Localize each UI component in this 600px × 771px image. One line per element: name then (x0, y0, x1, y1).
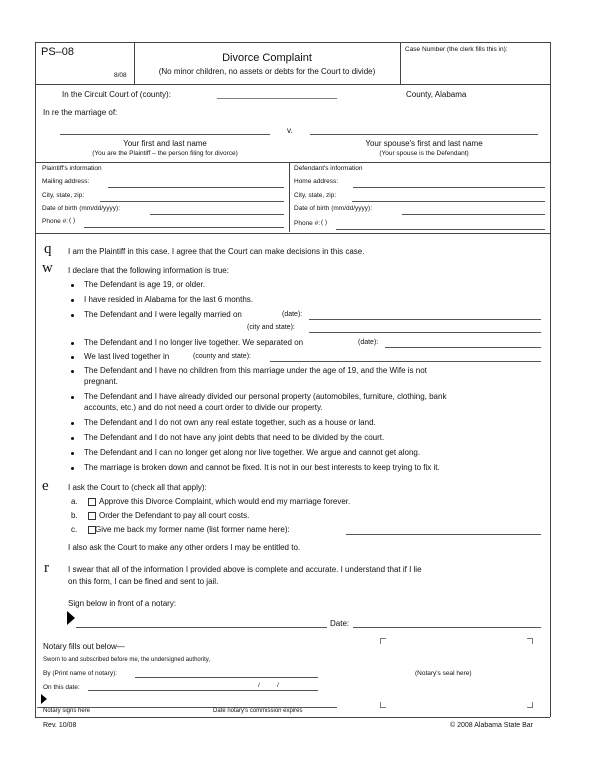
bullet-4-dot (71, 342, 74, 345)
plaintiff-name-field[interactable] (60, 134, 270, 135)
marriage-date-field[interactable] (309, 319, 541, 320)
bullet-7-line-1: The Defendant and I have already divided our personal property (automobiles, furniture, clothing, bank (84, 392, 447, 401)
bullet-10-dot (71, 452, 74, 455)
bullet-3-text: The Defendant and I were legally married on (84, 310, 242, 319)
section-e-text: I ask the Court to (check all that apply): (68, 483, 207, 492)
plaintiff-phone-field[interactable] (84, 227, 284, 228)
notary-date-field[interactable] (88, 690, 318, 691)
bullet-6-dot (71, 370, 74, 373)
plaintiff-phone-parens: ( ) (69, 217, 76, 224)
seal-corner-top-right (527, 638, 533, 644)
bullet-3-dot (71, 314, 74, 317)
bullet-4-text: The Defendant and I no longer live together. We separated on (84, 338, 304, 347)
section-r-marker: r (44, 560, 49, 576)
defendant-home-label: Home address: (294, 178, 339, 185)
defendant-city-field[interactable] (352, 201, 545, 202)
plaintiff-name-label: Your first and last name (123, 139, 207, 148)
form-border-left (35, 42, 36, 717)
notary-sign-arrow-icon (41, 694, 47, 704)
case-number-label: Case Number (the clerk fills this in): (405, 46, 508, 53)
bullet-7-line-2: accounts, etc.) and do not need a court order to divide our property. (84, 403, 323, 412)
defendant-phone-field[interactable] (336, 229, 545, 230)
plaintiff-dob-field[interactable] (150, 214, 284, 215)
page-subtitle: (No minor children, no assets or debts for the Court to divide) (158, 67, 376, 76)
bullet-1-dot (71, 284, 74, 287)
last-lived-together-field[interactable] (270, 361, 541, 362)
notary-sworn-text: Sworn to and subscribed before me, the undersigned authority, (43, 657, 210, 663)
former-name-field[interactable] (346, 534, 541, 535)
bullet-4-date-label: (date): (358, 339, 379, 346)
option-a-letter: a. (71, 497, 78, 506)
plaintiff-phone-label: Phone #: (42, 218, 69, 225)
defendant-city-label: City, state, zip: (294, 192, 337, 199)
section-w-text: I declare that the following information is true: (68, 266, 229, 275)
notary-heading: Notary fills out below— (43, 642, 125, 651)
copyright-label: © 2008 Alabama State Bar (450, 722, 533, 729)
defendant-phone-parens: ( ) (321, 219, 328, 226)
separation-date-field[interactable] (385, 347, 541, 348)
page-title: Divorce Complaint (222, 52, 312, 64)
section-r-line-2: on this form, I can be fined and sent to jail. (68, 577, 219, 586)
court-section-bottom-line (35, 162, 550, 163)
bullet-5-label: (county and state): (193, 353, 251, 360)
option-a-text: Approve this Divorce Complaint, which would end my marriage forever. (99, 497, 351, 506)
plaintiff-mailing-label: Mailing address: (42, 178, 90, 185)
also-ask-text: I also ask the Court to make any other orders I may be entitled to. (68, 543, 301, 552)
seal-corner-top-left (380, 638, 386, 644)
signature-field[interactable] (76, 627, 327, 628)
notary-commission-label: Date notary's commission expires (213, 708, 303, 714)
defendant-dob-label: Date of birth (mm/dd/yyyy): (294, 205, 373, 212)
bullet-2: I have resided in Alabama for the last 6 months. (84, 295, 253, 304)
plaintiff-city-field[interactable] (100, 201, 284, 202)
notary-by-label: By (Print name of notary): (43, 670, 118, 677)
notary-date-slash-1: / (258, 682, 260, 689)
bullet-5-text: We last lived together in (84, 352, 170, 361)
option-b-text: Order the Defendant to pay all court costs. (99, 511, 250, 520)
option-c-text: Give me back my former name (list former name here): (95, 525, 290, 534)
bullet-9: The Defendant and I do not have any joint debts that need to be divided by the court. (84, 433, 385, 442)
header-divider-right (400, 42, 401, 84)
bullet-8-dot (71, 422, 74, 425)
notary-on-date-label: On this date: (43, 684, 80, 691)
bullet-8: The Defendant and I do not own any real estate together, such as a house or land. (84, 418, 376, 427)
section-r-line-1: I swear that all of the information I provided above is complete and accurate. I understand that if I lie (68, 565, 422, 574)
section-w-marker: w (42, 260, 53, 276)
section-q-text: I am the Plaintiff in this case. I agree that the Court can make decisions in this case. (68, 247, 365, 256)
plaintiff-mailing-field[interactable] (108, 187, 284, 188)
option-c-letter: c. (71, 525, 78, 534)
bullet-2-dot (71, 299, 74, 302)
section-e-marker: e (42, 478, 49, 494)
defendant-info-heading: Defendant's information (294, 165, 363, 172)
county-field[interactable]: ___________________________ (217, 90, 338, 99)
circuit-court-label: In the Circuit Court of (county): (62, 90, 171, 99)
marriage-city-field[interactable] (309, 332, 541, 333)
bullet-7-dot (71, 396, 74, 399)
option-b-checkbox[interactable] (88, 512, 96, 520)
county-state-label: County, Alabama (406, 90, 467, 99)
bullet-9-dot (71, 437, 74, 440)
notary-seal-label: (Notary's seal here) (415, 670, 472, 677)
plaintiff-info-heading: Plaintiff's information (42, 165, 102, 172)
notary-name-field[interactable] (135, 677, 318, 678)
sign-label: Sign below in front of a notary: (68, 599, 177, 608)
notary-signs-here-label: Notary signs here (43, 708, 91, 714)
plaintiff-city-label: City, state, zip: (42, 192, 85, 199)
bullet-10: The Defendant and I can no longer get along nor live together. We argue and cannot get along. (84, 448, 421, 457)
defendant-dob-field[interactable] (402, 214, 545, 215)
info-divider (289, 162, 290, 232)
header-bottom-line (35, 84, 550, 85)
bullet-6-line-2: pregnant. (84, 377, 118, 386)
form-number: PS–08 (41, 46, 75, 58)
form-border-bottom (35, 717, 550, 718)
marriage-label: In re the marriage of: (43, 108, 118, 117)
defendant-name-field[interactable] (310, 134, 538, 135)
bullet-11: The marriage is broken down and cannot be fixed. It is not in our best interests to keep trying to fix it. (84, 463, 440, 472)
date-label: Date: (330, 619, 350, 628)
form-border-right (550, 42, 551, 717)
plaintiff-dob-label: Date of birth (mm/dd/yyyy): (42, 205, 121, 212)
signature-date-field[interactable] (353, 627, 541, 628)
bullet-3-date-label: (date): (282, 311, 303, 318)
plaintiff-name-note: (You are the Plaintiff – the person filing for divorce) (92, 150, 238, 157)
versus-label: v. (287, 126, 293, 135)
bullet-5-dot (71, 356, 74, 359)
defendant-name-label: Your spouse's first and last name (365, 139, 483, 148)
section-q-marker: q (44, 241, 52, 257)
form-border-top (35, 42, 550, 43)
bullet-11-dot (71, 467, 74, 470)
seal-corner-bottom-right (527, 702, 533, 708)
seal-corner-bottom-left (380, 702, 386, 708)
defendant-home-field[interactable] (353, 187, 545, 188)
revision-label: Rev. 10/08 (43, 722, 77, 729)
info-section-bottom-line (35, 233, 550, 234)
option-a-checkbox[interactable] (88, 498, 96, 506)
bullet-6-line-1: The Defendant and I have no children from this marriage under the age of 19, and the Wife is not (84, 366, 427, 375)
bullet-3-city-label: (city and state): (247, 324, 295, 331)
bullet-1: The Defendant is age 19, or older. (84, 280, 205, 289)
option-b-letter: b. (71, 511, 78, 520)
defendant-phone-label: Phone #: (294, 220, 321, 227)
form-date-code: 8/08 (114, 72, 127, 79)
notary-date-slash-2: / (277, 682, 279, 689)
sign-here-arrow-icon (67, 611, 75, 625)
defendant-name-note: (Your spouse is the Defendant) (379, 150, 469, 157)
